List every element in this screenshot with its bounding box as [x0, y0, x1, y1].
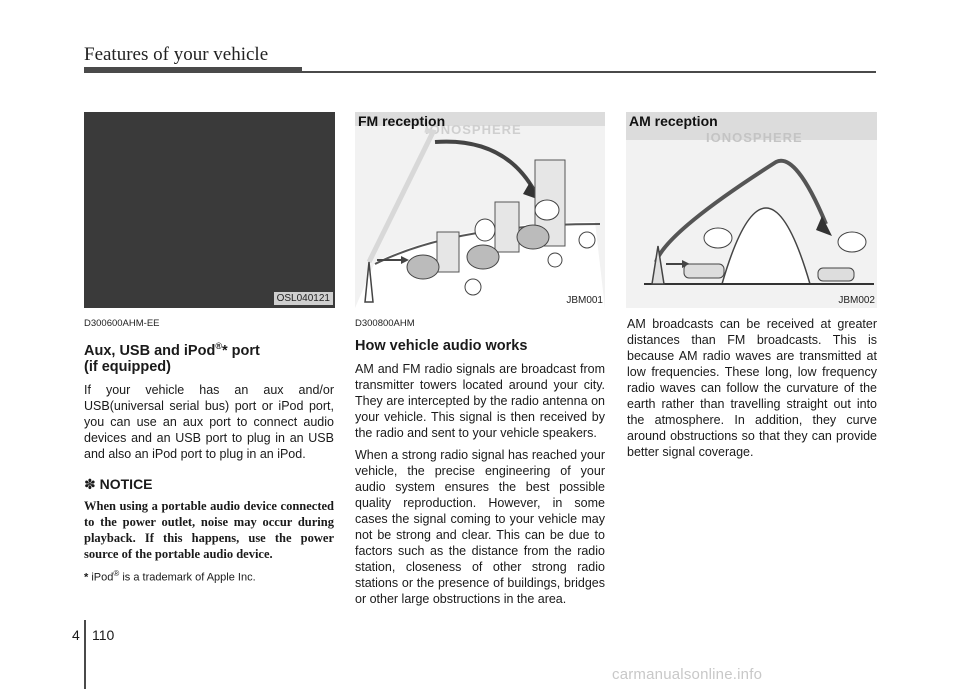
aux-port-photo: [84, 112, 335, 308]
am-reception-diagram: [626, 112, 877, 308]
am-illustration: [626, 112, 877, 308]
section-paragraph: AM broadcasts can be received at greater distances than FM broadcasts. This is because AM radio waves are transmitted at low frequencies. These long, low frequency radio waves can follow the curvature of the earth rather than travelling straight out into the atmosphere. In addition, they curve around obstructions so that they can provide better signal coverage.: [627, 317, 877, 459]
diagram-title: FM reception: [358, 113, 446, 129]
watermark: carmanualsonline.info: [612, 666, 763, 683]
figure-code: JBM002: [838, 295, 875, 306]
fm-illustration: [355, 112, 605, 308]
footnote: * iPod® is a trademark of Apple Inc.: [84, 568, 256, 584]
header-rule-thin: [302, 71, 876, 73]
section-paragraph: When a strong radio signal has reached your vehicle, the precise engineering of your audio system ensures the best possible quality reproduction. However, in some cases the signal coming to your vehicle may not be strong and clear. This can be due to factors such as the distance from the radio station, closeness of other strong radio stations or the presence of buildings, bridges or other large obstructions in the area.: [355, 448, 605, 606]
section-code: D300600AHM-EE: [84, 318, 160, 329]
notice-title: ✽ NOTICE: [84, 475, 153, 492]
ionosphere-label: IONOSPHERE: [706, 130, 803, 145]
section-title: Aux, USB and iPod®* port (if equipped): [84, 341, 260, 375]
section-code: D300800AHM: [355, 318, 415, 329]
column-2: [355, 316, 605, 613]
chapter-number: 4: [72, 627, 80, 643]
page-header-title: Features of your vehicle: [84, 44, 269, 65]
notice-body: When using a portable audio device connected to the power outlet, noise may occur during playback. If this happens, use the power source of the portable audio device.: [84, 498, 334, 561]
figure-code: JBM001: [566, 295, 603, 306]
header-rule: [84, 67, 302, 73]
section-body: If your vehicle has an aux and/or USB(universal serial bus) port or iPod port, you can use an aux port to connect audio devices and an USB port to plug in an USB and also an iPod port to plug in an iPod.: [84, 382, 334, 461]
diagram-title: AM reception: [629, 113, 718, 129]
notice-icon: ✽: [84, 475, 96, 492]
fm-reception-diagram: [355, 112, 605, 308]
figure-code: OSL040121: [274, 292, 333, 305]
footer-rule: [84, 620, 86, 689]
column-3: [627, 316, 877, 466]
column-1: [84, 316, 334, 585]
page-number: 110: [92, 627, 115, 643]
section-title: How vehicle audio works: [355, 338, 528, 354]
ionosphere-label: IONOSPHERE: [425, 122, 522, 137]
section-paragraph: AM and FM radio signals are broadcast from transmitter towers located around your city. They are intercepted by the radio antenna on your vehicle. This signal is then received by the radio and sent to your vehicle speakers.: [355, 362, 605, 440]
